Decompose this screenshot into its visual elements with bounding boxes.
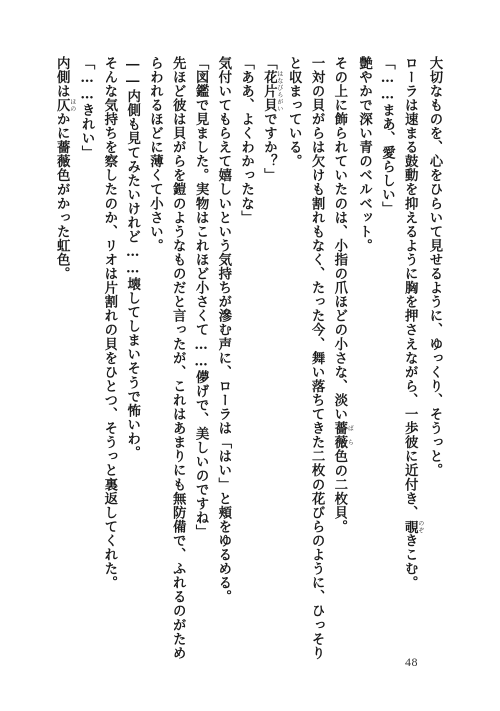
text-line <box>212 56 235 616</box>
text-segment: 色の二枚貝。 <box>331 449 348 534</box>
text-segment: 艶やかで深い青のベルベット。 <box>356 56 373 253</box>
text-segment: ――内側も見てみたいけれど……壊してしまいそうで怖いわ。 <box>124 56 141 460</box>
text-segment: ですか？」 <box>261 112 278 183</box>
text-segment: と収まっている。 <box>286 56 303 169</box>
ruby-base: 花片貝 <box>261 70 278 113</box>
ruby-base: 薔薇 <box>331 421 348 450</box>
text-segment: 内側は <box>54 56 71 99</box>
text-segment: 「……まあ、愛らしい」 <box>379 56 396 216</box>
text-line <box>328 56 353 616</box>
text-segment: 先ほど彼は貝がらを鎧のようなものだと言ったが、これはあまりにも無防備で、ふれるのがため <box>170 56 187 661</box>
text-segment: その上に飾られていたのは、小指の爪ほどの小さな、淡い <box>331 56 348 422</box>
text-line <box>398 56 423 616</box>
text-line <box>98 56 121 616</box>
text-line <box>144 56 167 616</box>
ruby-annotation <box>402 519 424 534</box>
text-segment: 大切なものを、心をひらいて見せるように、ゆっくり、そうっと。 <box>427 56 443 478</box>
text-line <box>121 56 144 616</box>
text-line <box>189 56 212 616</box>
ruby-base: 仄 <box>54 98 71 113</box>
ruby-reading: はなびらがい <box>275 70 283 113</box>
text-line <box>376 56 399 616</box>
text-segment: らわれるほどに薄くて小さい。 <box>147 56 164 253</box>
text-segment: 気付いてもらえて嬉しいという気持ちが滲む声に、ローラは「はい」と頬をゆるめる。 <box>215 56 232 604</box>
text-line <box>305 56 328 661</box>
page-number: 48 <box>405 655 418 669</box>
ruby-reading: のぞ <box>416 519 424 534</box>
text-segment: 「……きれい」 <box>79 56 96 160</box>
ruby-annotation <box>54 98 76 113</box>
text-segment: そんな気持ちを察したのか、リオは片割れの貝をひとつ、そうっと裏返してくれた。 <box>101 56 118 590</box>
ruby-reading: ばら <box>346 421 354 450</box>
text-line <box>166 56 189 661</box>
text-segment: 「ああ、よくわかったな」 <box>238 56 255 225</box>
text-line <box>75 56 98 616</box>
text-segment: 「図鑑で見ました。実物はこれほど小さくて……儚げで、美しいのですね」 <box>193 56 210 539</box>
text-line <box>423 56 446 616</box>
ruby-reading: ほの <box>68 98 76 113</box>
ruby-annotation <box>331 421 354 450</box>
text-segment: 「 <box>261 56 278 71</box>
ruby-base: 覗 <box>402 519 419 534</box>
text-line <box>50 56 75 616</box>
vertical-text-body <box>50 56 446 661</box>
text-segment: 一対の貝がらは欠けも割れもなく、たった今、舞い落ちてきた二枚の花びらのように、ひっそり <box>309 56 326 661</box>
text-line <box>235 56 258 616</box>
text-segment: かに薔薇色がかった虹色。 <box>54 112 71 281</box>
text-line <box>353 56 376 616</box>
ruby-annotation <box>261 70 283 113</box>
text-segment: ローラは速まる鼓動を抑えるように胸を押さえながら、一歩彼に近付き、 <box>402 56 419 520</box>
text-segment: きこむ。 <box>402 533 419 590</box>
text-line <box>258 56 283 616</box>
text-line <box>282 56 305 616</box>
